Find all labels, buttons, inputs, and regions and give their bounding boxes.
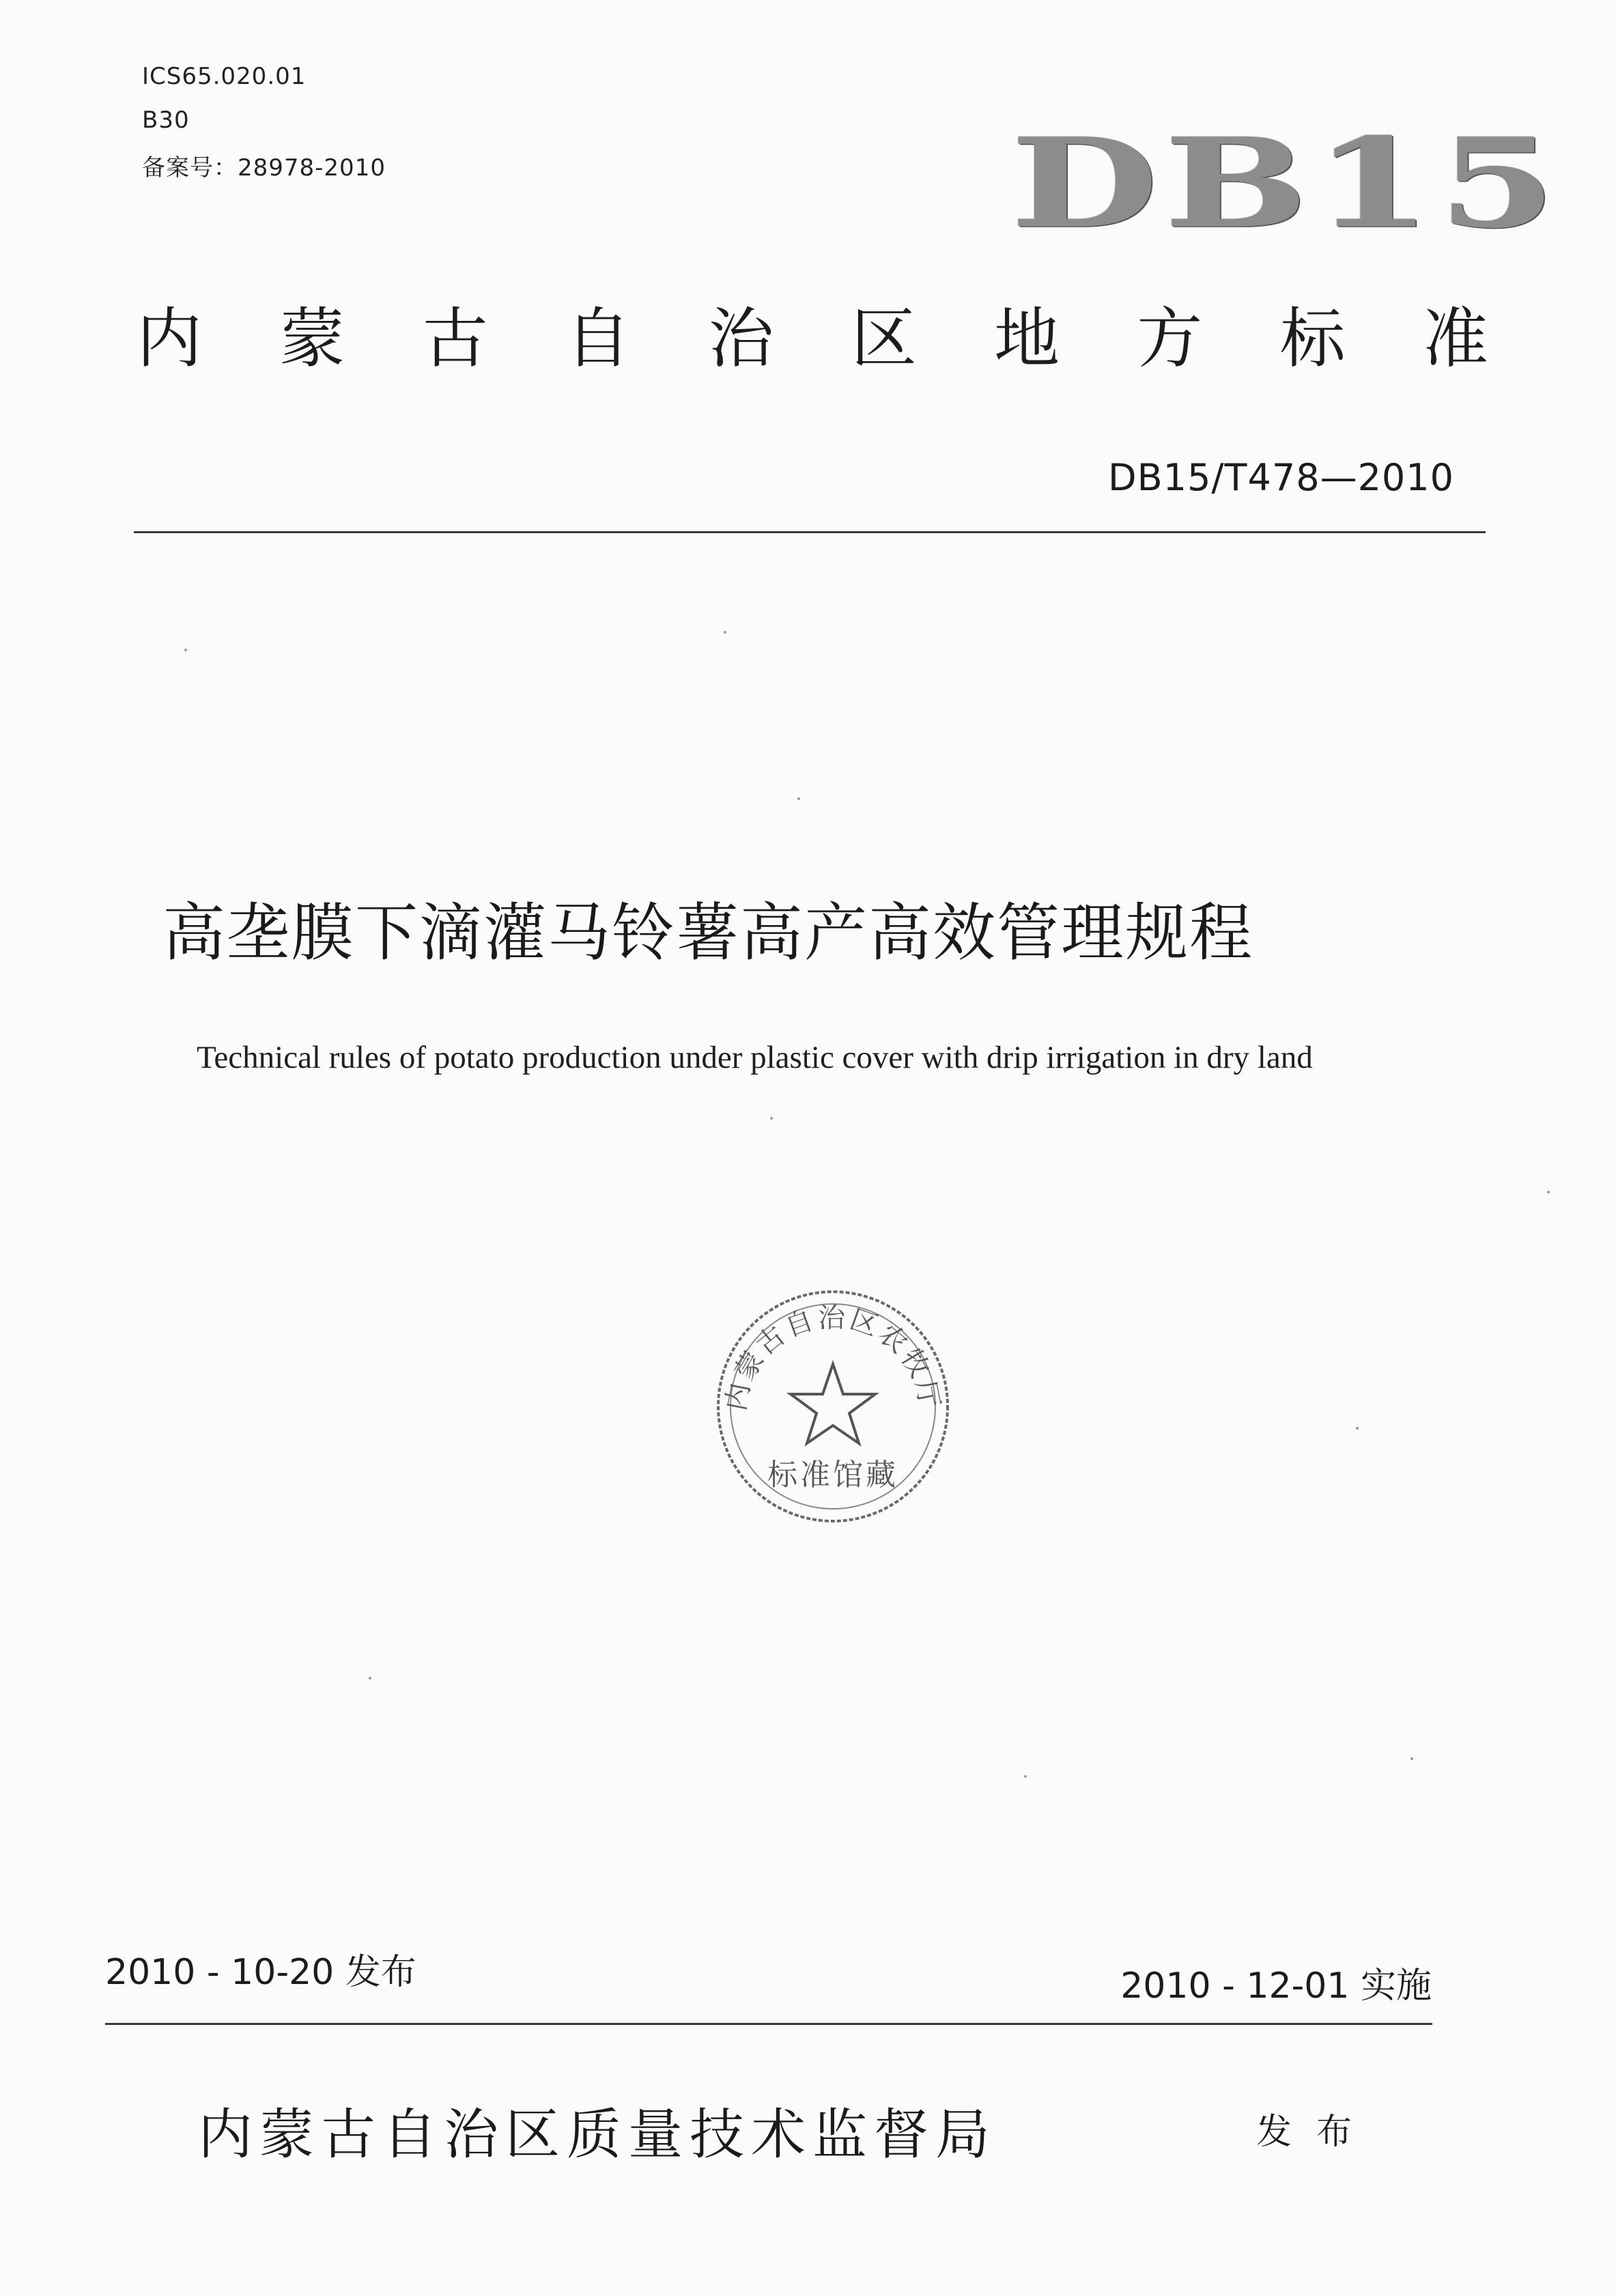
- standard-type-char: 地: [993, 300, 1060, 377]
- standard-type-char: 区: [851, 300, 917, 377]
- bottom-divider: [105, 2023, 1432, 2025]
- document-title-en: Technical rules of potato production under plastic cover with drip irrigation in dry land: [197, 1040, 1313, 1075]
- top-divider: [134, 531, 1486, 533]
- standard-type-heading: [137, 300, 1488, 377]
- library-stamp-seal: [710, 1284, 956, 1529]
- standard-type-char: 蒙: [279, 300, 345, 377]
- standard-type-char: 古: [422, 300, 488, 377]
- standard-type-char: 自: [565, 300, 631, 377]
- standard-type-char: 治: [708, 300, 774, 377]
- scan-speck: [770, 1117, 773, 1120]
- implementation-date: 2010 - 12-01 实施: [1120, 1966, 1432, 2007]
- scan-speck: [724, 631, 726, 634]
- standard-type-char: 准: [1422, 300, 1488, 377]
- scan-speck: [184, 649, 187, 651]
- standard-type-char: 方: [1137, 300, 1203, 377]
- scan-speck: [1356, 1427, 1359, 1430]
- ccs-code: B30: [142, 107, 190, 134]
- issue-date: 2010 - 10-20 发布: [105, 1952, 416, 1993]
- filing-number: 备案号：28978-2010: [142, 154, 386, 182]
- scan-speck: [1547, 1191, 1550, 1193]
- issued-label: 发布: [1256, 2112, 1377, 2153]
- scan-speck: [1024, 1775, 1027, 1778]
- issuing-authority: 内蒙古自治区质量技术监督局: [198, 2103, 997, 2166]
- svg-text:标准馆藏: 标准馆藏: [767, 1458, 898, 1492]
- db15-logo: DB15: [1010, 111, 1563, 255]
- svg-text:内蒙古自治区农牧厅: 内蒙古自治区农牧厅: [720, 1302, 946, 1414]
- ics-code: ICS65.020.01: [142, 63, 307, 90]
- document-title-zh: 高垄膜下滴灌马铃薯高产高效管理规程: [162, 896, 1254, 969]
- scan-speck: [369, 1677, 371, 1680]
- standard-type-char: 内: [137, 300, 202, 377]
- scan-speck: [1411, 1757, 1413, 1760]
- scan-speck: [797, 797, 800, 800]
- standard-type-char: 标: [1279, 300, 1346, 377]
- standard-number: DB15/T478—2010: [1107, 456, 1454, 499]
